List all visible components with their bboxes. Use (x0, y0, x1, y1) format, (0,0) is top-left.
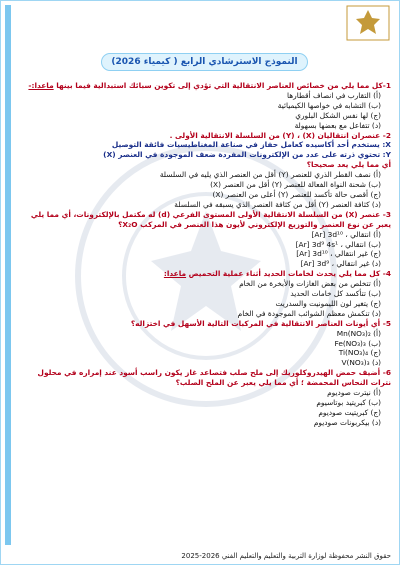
q4-option-b: (ب) تتأكسد كل خامات الحديد (290, 289, 381, 299)
question-2-element-y: Y: تحتوي ذرته على عدد من الإلكترونات المفردة ضعف الموجودة في العنصر (X) (103, 150, 391, 160)
question-1-except: ماعدا:- (28, 81, 54, 90)
q2-option-a: (أ) نصف القطر الذري للعنصر (Y) أقل من العنصر الذي يليه في السلسلة (159, 170, 381, 180)
q4-option-d: (د) تنكمش معظم الشوائب الموجودة في الخام (237, 308, 381, 318)
q5-option-d-formula: V(NO₃)₃ (341, 358, 370, 368)
q2-option-d: (د) كثافة العنصر (Y) أقل من كثافة العنصر الذي يسبقه في السلسلة (174, 199, 381, 209)
q3-option-c-config: [Ar] 3d¹⁰ (296, 249, 328, 259)
q3-option-d-label: (د) غير انتقالي ، (331, 259, 381, 269)
q3-option-c-label: (ج) غير انتقالي ، (330, 249, 381, 259)
q1-option-c: (ج) لها نفس الشكل البلوري (295, 110, 381, 120)
q3-option-b (17, 240, 391, 250)
q5-option-d-label: (د) (371, 358, 381, 368)
q5-option-d (17, 358, 391, 368)
q5-option-a-formula: Mn(NO₃)₂ (336, 328, 371, 338)
q2-option-b: (ب) شحنة النواة الفعالة للعنصر (Y) أقل من العنصر (X) (210, 180, 381, 190)
question-4-except: ماعدا: (163, 269, 187, 279)
q5-option-a (17, 329, 391, 339)
q5-option-b-label: (ب) (368, 338, 381, 348)
q3-option-a-label: (أ) انتقالي ، (345, 229, 381, 239)
q2-option-c: (ج) أقصى حالة تأكسد للعنصر (Y) أعلى من العنصر (X) (212, 189, 381, 199)
q3-option-a (17, 230, 391, 240)
exam-content (17, 81, 391, 428)
q3-option-b-label: (ب) انتقالي ، (340, 239, 381, 249)
question-6-stem: 6- أضيف حمض الهيدروكلوريك إلى ملح صلب فتصاعد غاز يكون راسب أسود عند إمراره في محلول نترات النحاس المحمضة ؛ أي مما يلي يعبر عن الملح الصلب؟ (37, 368, 391, 388)
question-4-text: 4- كل مما يلي يحدث لخامات الحديد أثناء عملية التحميص (188, 269, 391, 279)
question-2-element-x: X: يستخدم أحد أكاسيده كعامل حفاز في صناعة المغناطيسيات فائقة التوصيل (111, 140, 391, 150)
q5-option-b (17, 339, 391, 349)
ministry-logo-icon (345, 4, 391, 42)
question-2-intro: 2- عنصران انتقاليان (X) ، (Y) من السلسلة الانتقالية الأولى . (169, 130, 391, 140)
q5-option-a-label: (أ) (373, 328, 381, 338)
q3-option-a-config: [Ar] 3d¹⁰ (311, 229, 343, 239)
q5-option-c-formula: Ti(NO₃)₄ (338, 348, 369, 358)
q4-option-c: (ج) يتغير لون الليمونيت والسدريت (275, 298, 381, 308)
q6-option-d: (د) بيكربونات صوديوم (313, 417, 381, 427)
question-2-ask: أي مما يلي يعد صحيحا؟ (306, 160, 391, 170)
q5-option-c (17, 348, 391, 358)
q1-option-d: (د) تتفاعل مع بعضها بسهولة (294, 120, 381, 130)
q6-option-a: (أ) نيترت صوديوم (327, 388, 381, 398)
question-5-stem: 5- أي أيونات العناصر الانتقالية في المركبات التالية الأسهل في اختزاله؟ (130, 318, 391, 328)
q3-option-b-config: [Ar] 3d⁹ 4s¹ (295, 239, 339, 249)
question-1-text: 1-كل مما يلي من خصائص العناصر الانتقالية التي تؤدي إلى تكوين سبائك استبدالية فيما بينها (56, 81, 391, 90)
question-1-stem (17, 81, 391, 91)
q5-option-b-formula: Fe(NO₃)₃ (334, 338, 366, 348)
q3-option-d-config: [Ar] 3d⁹ (300, 259, 330, 269)
question-4-stem (17, 269, 391, 279)
question-3-stem: 3- عنصر (X) من السلسلة الانتقالية الأولى المستوى الفرعي (d) له مكتمل بالإلكترونات، أي مما يلي يعبر عن نوع العنصر والتوزيع الإلكتروني لأيون هذا العنصر في المركب X₂O؟ (30, 209, 391, 229)
q5-option-c-label: (ج) (370, 348, 381, 358)
q1-option-b: (ب) التشابه في خواصها الكيميائية (277, 100, 381, 110)
q1-option-a: (أ) التقارب في انصاف أقطارها (286, 90, 381, 100)
exam-title: النموذج الاسترشادي الرابع ( كيمياء 2026) (101, 53, 308, 71)
q6-option-b: (ب) كبريتيد بوتاسيوم (316, 398, 381, 407)
q4-option-a: (أ) تتخلص من بعض الغازات والأبخرة من الخام (239, 279, 381, 289)
left-decorative-bar (5, 5, 11, 545)
q6-option-c: (ج) كبريتيت صوديوم (318, 407, 381, 417)
q3-option-d (17, 259, 391, 269)
copyright-footer: حقوق النشر محفوظة لوزارة التربية والتعليم والتعليم الفني 2026-2025 (181, 552, 391, 560)
q3-option-c (17, 249, 391, 259)
